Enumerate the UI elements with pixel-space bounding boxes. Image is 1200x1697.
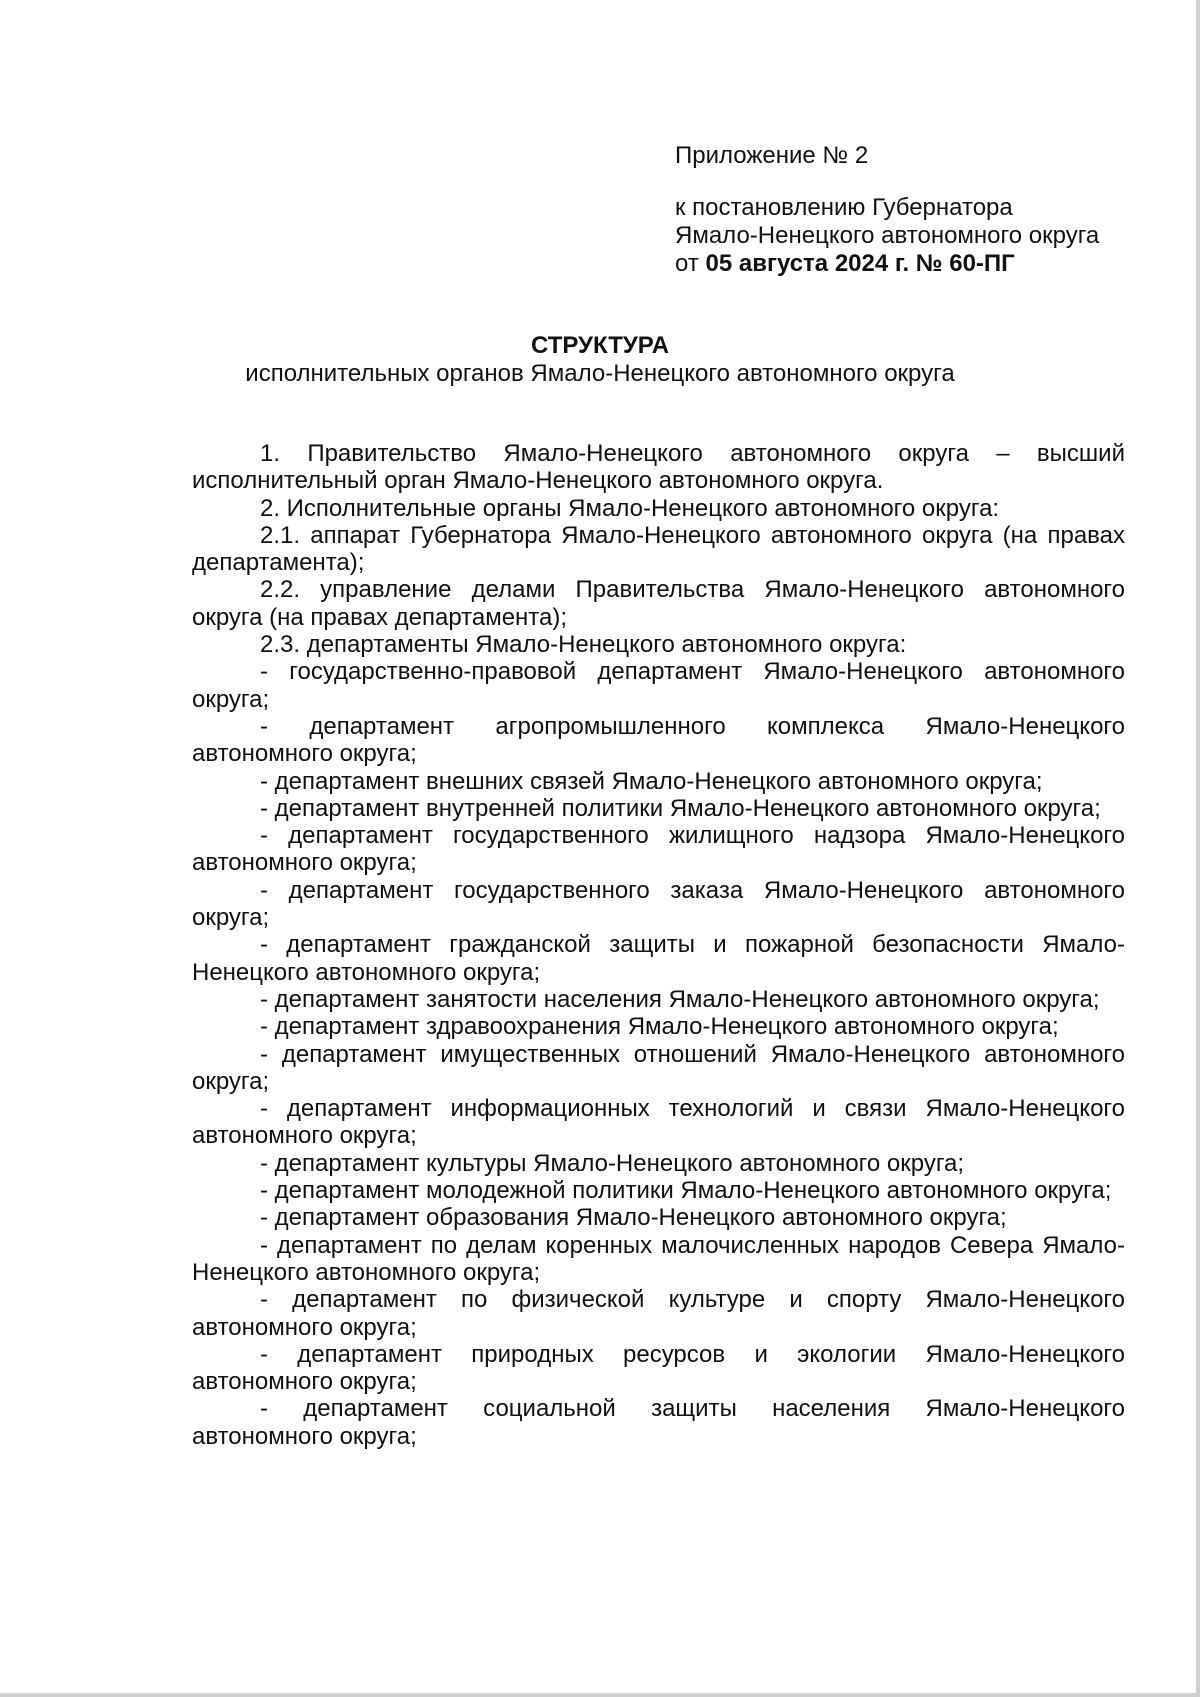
list-item: 2.3. департаменты Ямало-Ненецкого автономного округа: <box>260 631 907 659</box>
list-item: - департамент образования Ямало-Ненецкого автономного округа; <box>260 1204 1007 1232</box>
list-item: - департамент социальной защиты населения Ямало-Ненецкого автономного округа; <box>192 1395 1125 1450</box>
list-item: - департамент по физической культуре и спорту Ямало-Ненецкого автономного округа; <box>192 1286 1125 1341</box>
title-subheading: исполнительных органов Ямало-Ненецкого автономного округа <box>245 360 955 387</box>
list-item: - департамент здравоохранения Ямало-Ненецкого автономного округа; <box>260 1013 1059 1041</box>
attachment-date-value: 05 августа 2024 г. № 60-ПГ <box>705 250 1015 277</box>
attachment-header <box>675 142 1099 278</box>
list-item: - департамент молодежной политики Ямало-Ненецкого автономного округа; <box>260 1177 1112 1205</box>
list-item: - департамент занятости населения Ямало-Ненецкого автономного округа; <box>260 985 1100 1013</box>
list-item: - государственно-правовой департамент Ямало-Ненецкого автономного округа; <box>192 658 1125 713</box>
list-item: 2.2. управление делами Правительства Ямало-Ненецкого автономного округа (на правах департамента); <box>192 576 1125 631</box>
attachment-date-prefix: от <box>675 250 706 277</box>
list-item: - департамент по делам коренных малочисленных народов Севера Ямало-Ненецкого автономного округа; <box>192 1231 1125 1286</box>
list-item: - департамент информационных технологий и связи Ямало-Ненецкого автономного округа; <box>192 1095 1125 1150</box>
list-item: - департамент государственного жилищного надзора Ямало-Ненецкого автономного округа; <box>192 822 1125 877</box>
list-item: - департамент агропромышленного комплекса Ямало-Ненецкого автономного округа; <box>192 712 1125 768</box>
structure-list <box>192 440 1125 1450</box>
list-item: - департамент культуры Ямало-Ненецкого автономного округа; <box>260 1149 965 1177</box>
attachment-line-2: Ямало-Ненецкого автономного округа <box>675 222 1100 249</box>
list-item: 2.1. аппарат Губернатора Ямало-Ненецкого автономного округа (на правах департамента); <box>192 521 1125 577</box>
page-edge-bottom <box>0 1693 1200 1697</box>
list-item: - департамент государственного заказа Ямало-Ненецкого автономного округа; <box>192 876 1125 932</box>
list-item: - департамент внешних связей Ямало-Ненецкого автономного округа; <box>260 767 1043 795</box>
list-item: - департамент внутренней политики Ямало-Ненецкого автономного округа; <box>260 794 1101 822</box>
list-item: - департамент имущественных отношений Ямало-Ненецкого автономного округа; <box>192 1040 1125 1095</box>
list-item: - департамент гражданской защиты и пожарной безопасности Ямало-Ненецкого автономного округа; <box>192 931 1125 986</box>
title-heading: СТРУКТУРА <box>530 332 670 359</box>
list-item: - департамент природных ресурсов и экологии Ямало-Ненецкого автономного округа; <box>192 1340 1125 1396</box>
attachment-date <box>675 250 1099 278</box>
page-edge-right <box>1196 0 1200 1697</box>
list-item: 2. Исполнительные органы Ямало-Ненецкого автономного округа: <box>260 494 1000 522</box>
attachment-number: Приложение № 2 <box>675 142 869 169</box>
attachment-line-1: к постановлению Губернатора <box>675 194 1013 221</box>
list-item: 1. Правительство Ямало-Ненецкого автономного округа – высший исполнительный орган Ямало-Ненецкого автономного округа. <box>192 440 1125 495</box>
document-title <box>0 332 1200 388</box>
